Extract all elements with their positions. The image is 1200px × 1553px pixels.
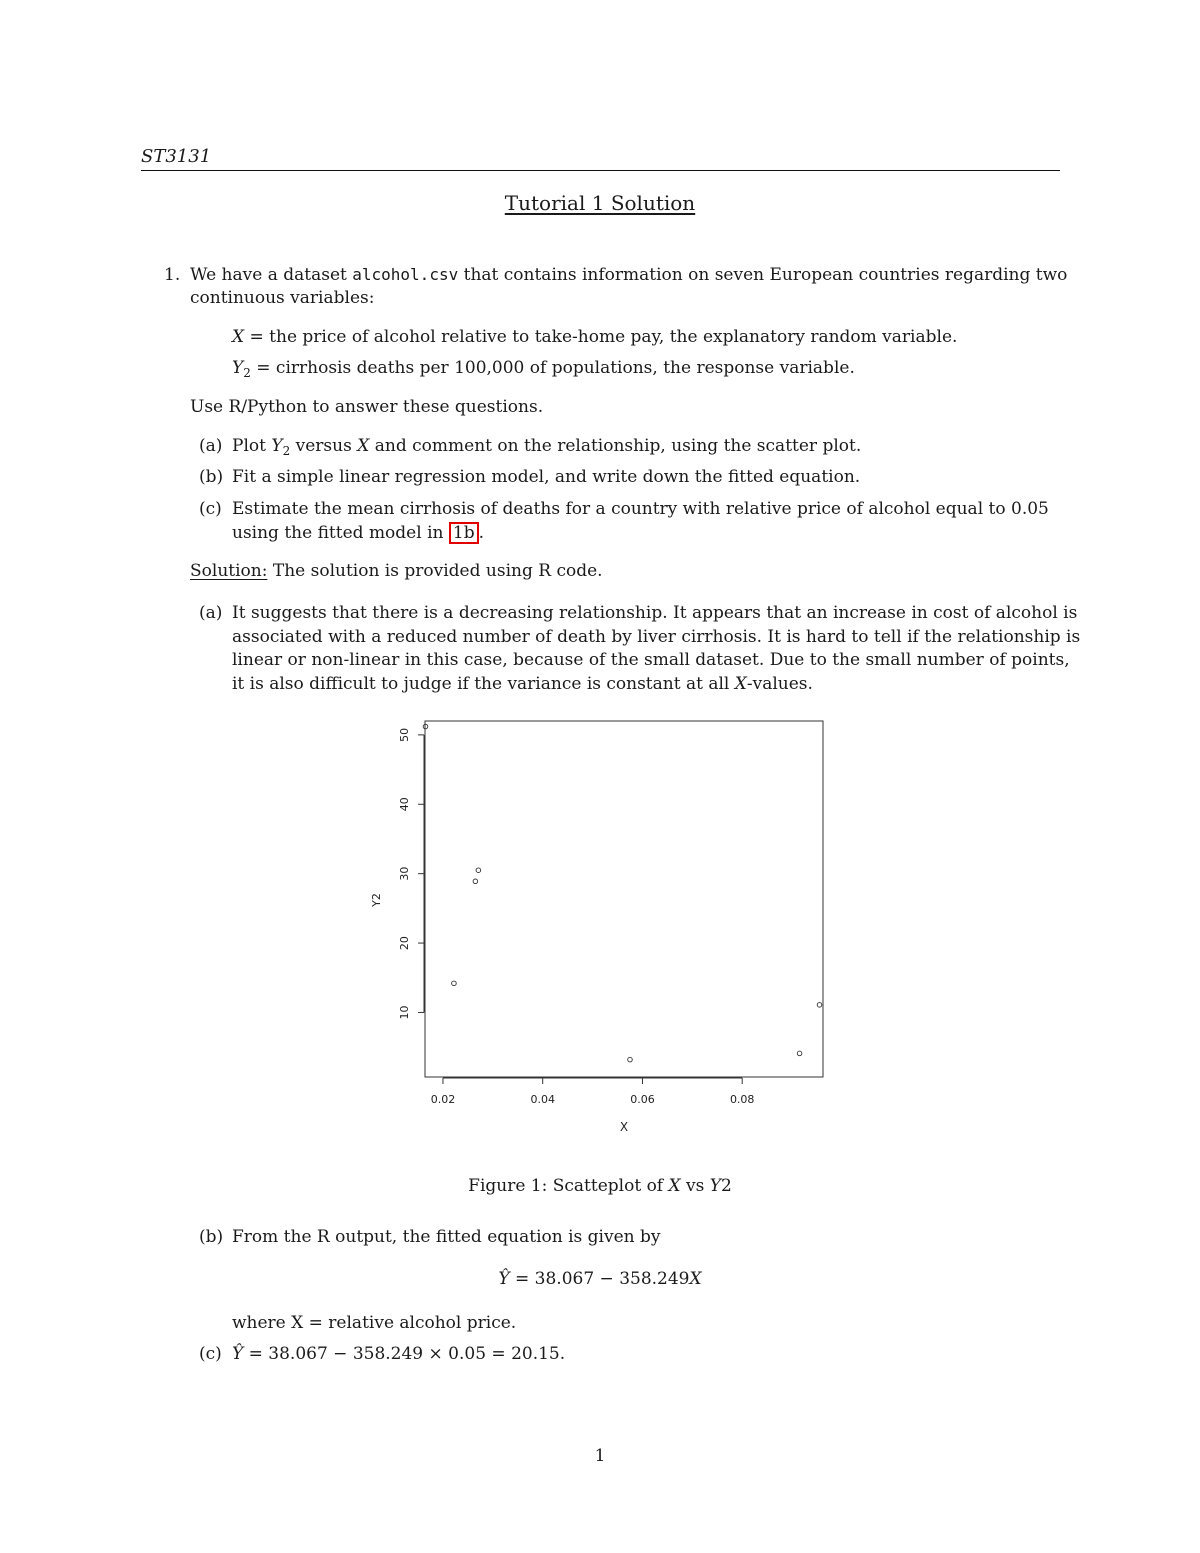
eq-lhs: Ŷ: [498, 1269, 510, 1289]
part-a-text-3: and comment on the relationship, using the scatter plot.: [374, 436, 862, 456]
eq-rhs: = 38.067 − 358.249: [515, 1269, 690, 1289]
fitted-equation: [0, 1269, 1200, 1289]
solution-b-label: (b): [199, 1227, 224, 1247]
caption-mid: vs: [686, 1176, 705, 1196]
solution-a-line-4-pre: it is also difficult to judge if the variance is constant at all: [232, 674, 730, 694]
question-number: 1.: [164, 265, 181, 285]
part-c-label: (c): [199, 499, 222, 519]
x-tick-label: 0.04: [530, 1093, 555, 1106]
page-title: [0, 191, 1200, 215]
reference-link-1b[interactable]: 1b: [449, 522, 479, 544]
data-point: [476, 868, 481, 873]
part-c-line-2-post: .: [478, 523, 484, 543]
figure-caption: [0, 1176, 1200, 1196]
solution-b-where: where X = relative alcohol price.: [232, 1313, 517, 1333]
solution-a-line-4-x: X: [734, 674, 747, 694]
var-y-subscript: 2: [243, 366, 251, 380]
caption-post: 2: [721, 1176, 732, 1196]
y-tick-label: 50: [398, 727, 411, 742]
part-c-line-1: Estimate the mean cirrhosis of deaths for a country with relative price of alcohol equal to 0.05: [232, 499, 1049, 519]
page-number: 1: [594, 1446, 606, 1466]
part-a-y-sub: 2: [282, 444, 291, 458]
caption-y: Y: [709, 1176, 721, 1196]
part-a-text-2: versus: [295, 436, 352, 456]
part-a-text: [232, 436, 861, 458]
data-points: [423, 724, 822, 1062]
solution-a-label: (a): [199, 603, 223, 623]
data-point: [797, 1051, 802, 1056]
part-c-line-2-pre: using the fitted model in: [232, 523, 444, 543]
solution-a-line-4-post: -values.: [746, 674, 813, 694]
var-y-symbol: Y: [232, 358, 244, 378]
var-y-definition: [232, 358, 855, 380]
x-tick-label: 0.02: [430, 1093, 456, 1106]
x-tick-label: 0.08: [729, 1093, 755, 1106]
y-tick-label: 30: [398, 866, 411, 881]
scatter-plot: [360, 710, 840, 1150]
solution-c-calc: [232, 1344, 565, 1364]
plot-frame: [425, 721, 823, 1077]
solution-c-label: (c): [199, 1344, 222, 1364]
intro-text-2: that contains information on seven European countries regarding two: [463, 265, 1068, 285]
instruction: Use R/Python to answer these questions.: [190, 397, 544, 417]
y-tick-label: 20: [398, 936, 411, 951]
part-c-line-2: [232, 522, 484, 544]
header-rule: [141, 170, 1060, 171]
question-intro-line-1: [190, 265, 1067, 285]
course-code: ST3131: [141, 146, 212, 167]
solution-a-line-3: linear or non-linear in this case, because of the small dataset. Due to the small number of points,: [232, 650, 1070, 670]
x-axis: [431, 1078, 755, 1106]
part-a-y: Y: [271, 436, 283, 456]
var-x-text: = the price of alcohol relative to take-home pay, the explanatory random variable.: [249, 327, 958, 347]
eq-x: X: [689, 1269, 702, 1289]
part-b-text: Fit a simple linear regression model, and write down the fitted equation.: [232, 467, 861, 487]
caption-x: X: [668, 1176, 681, 1196]
part-a-x: X: [357, 436, 370, 456]
x-tick-label: 0.06: [630, 1093, 655, 1106]
question-intro-line-2: continuous variables:: [190, 288, 375, 308]
x-axis-label: X: [619, 1120, 629, 1134]
dataset-name: alcohol.csv: [352, 265, 459, 284]
part-a-label: (a): [199, 436, 223, 456]
var-x-definition: [232, 327, 957, 347]
part-a-text-1: Plot: [232, 436, 266, 456]
data-point: [817, 1003, 822, 1008]
calc-rhs: = 38.067 − 358.249 × 0.05 = 20.15.: [248, 1344, 566, 1364]
caption-pre: Figure 1: Scatteplot of: [468, 1176, 664, 1196]
data-point: [628, 1057, 633, 1062]
y-tick-label: 10: [398, 1005, 411, 1020]
intro-text-1: We have a dataset: [190, 265, 347, 285]
var-y-text: = cirrhosis deaths per 100,000 of populations, the response variable.: [256, 358, 855, 378]
calc-lhs: Ŷ: [232, 1344, 244, 1364]
page-title-text: Tutorial 1 Solution: [504, 191, 696, 215]
y-tick-label: 40: [398, 797, 411, 812]
solution-a-line-4: [232, 674, 813, 694]
solution-heading: Solution:: [190, 561, 268, 581]
data-point: [473, 879, 478, 884]
y-axis-label: Y2: [370, 893, 383, 907]
solution-intro-text: The solution is provided using R code.: [272, 561, 603, 581]
solution-intro: [190, 561, 603, 581]
part-b-label: (b): [199, 467, 224, 487]
y-axis: [398, 728, 424, 1020]
var-x-symbol: X: [232, 327, 245, 347]
solution-b-text: From the R output, the fitted equation is given by: [232, 1227, 661, 1247]
solution-a-line-2: associated with a reduced number of death by liver cirrhosis. It is hard to tell if the relationship is: [232, 627, 1081, 647]
data-point: [452, 981, 457, 986]
solution-a-line-1: It suggests that there is a decreasing relationship. It appears that an increase in cost of alcohol is: [232, 603, 1078, 623]
